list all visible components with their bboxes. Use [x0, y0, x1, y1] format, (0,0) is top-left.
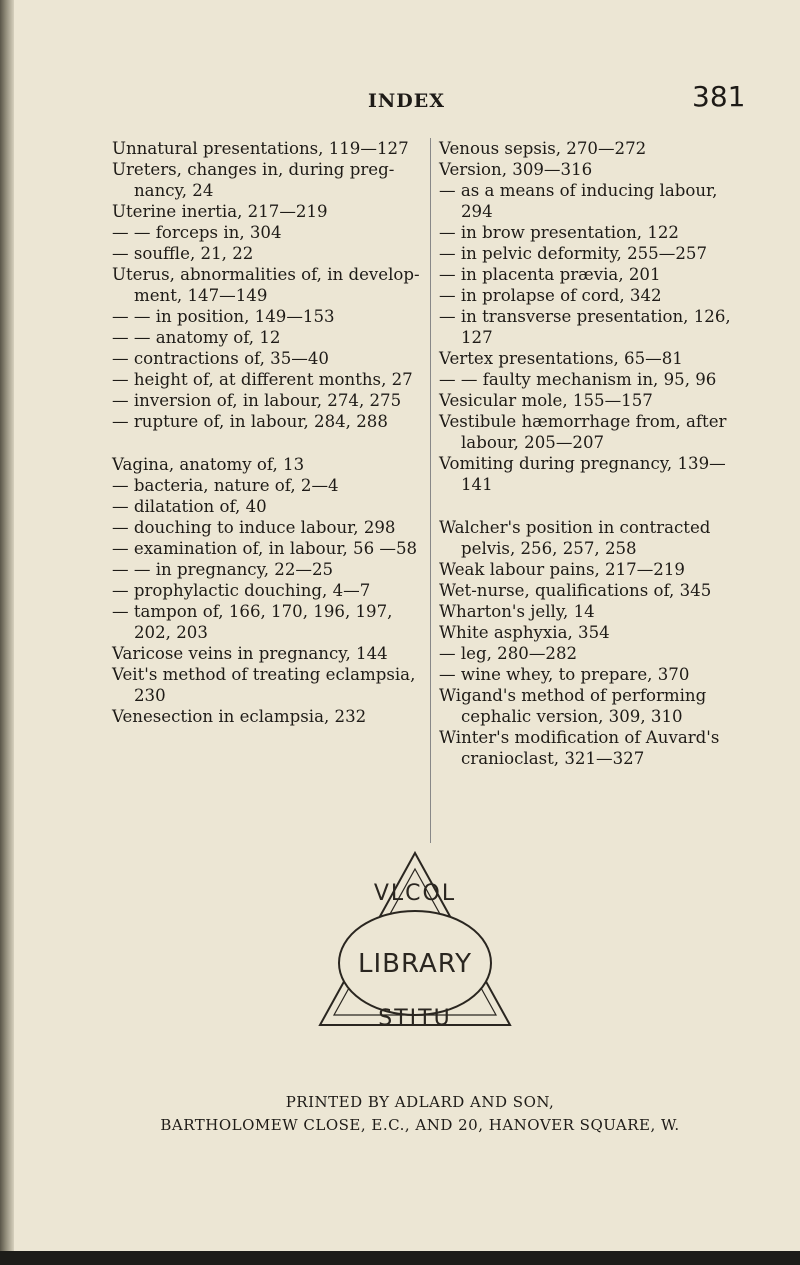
index-entry: Winter's modification of Auvard's cranioclast, 321—327 [439, 728, 720, 768]
seal-bottom-text: STITU [378, 1006, 452, 1031]
index-column-right [430, 138, 739, 843]
index-entry: — height of, at different months, 27 [112, 370, 413, 389]
index-entry: Ureters, changes in, during preg- nancy, 24 [112, 160, 395, 200]
index-entry: Venous sepsis, 270—272 [439, 139, 647, 158]
index-entry: Wigand's method of performing cephalic version, 309, 310 [439, 686, 707, 726]
index-entry: — in brow presentation, 122 [439, 223, 679, 242]
index-entry: Uterine inertia, 217—219 [112, 202, 328, 221]
printer-line-1: PRINTED BY ADLARD AND SON, [285, 1093, 555, 1111]
index-entry: — — anatomy of, 12 [112, 328, 281, 347]
seal-center-text: LIBRARY [357, 949, 473, 979]
index-entry: — inversion of, in labour, 274, 275 [112, 391, 402, 410]
index-entry: Vomiting during pregnancy, 139— 141 [439, 454, 726, 494]
index-entry: — in placenta prævia, 201 [439, 265, 661, 284]
index-entry: — examination of, in labour, 56 —58 [112, 539, 418, 558]
index-entry: — in prolapse of cord, 342 [439, 286, 662, 305]
index-entry: White asphyxia, 354 [439, 623, 610, 642]
index-entry: — souffle, 21, 22 [112, 244, 254, 263]
index-entry: Vagina, anatomy of, 13 [112, 455, 305, 474]
index-entry: — contractions of, 35—40 [112, 349, 329, 368]
index-entry: — bacteria, nature of, 2—4 [112, 476, 339, 495]
seal-top-text: VLCOL [373, 881, 457, 906]
index-entry: — douching to induce labour, 298 [112, 518, 396, 537]
index-column-left [112, 138, 424, 727]
index-entry: Venesection in eclampsia, 232 [112, 707, 367, 726]
index-entry: — tampon of, 166, 170, 196, 197, 202, 203 [112, 602, 393, 642]
index-entry: — prophylactic douching, 4—7 [112, 581, 371, 600]
index-entry: — in transverse presentation, 126, 127 [439, 307, 731, 347]
index-entry: — in pelvic deformity, 255—257 [439, 244, 708, 263]
page-title: INDEX [368, 90, 445, 112]
index-entry: Vestibule hæmorrhage from, after labour, 205—207 [439, 412, 727, 452]
index-entry: — rupture of, in labour, 284, 288 [112, 412, 388, 431]
index-entry: — leg, 280—282 [439, 644, 578, 663]
index-entry: — — faulty mechanism in, 95, 96 [439, 370, 717, 389]
index-entry: Walcher's position in contracted pelvis, 256, 257, 258 [439, 518, 711, 558]
index-entry: — as a means of inducing labour, 294 [439, 181, 718, 221]
printer-line-2: BARTHOLOMEW CLOSE, E.C., AND 20, HANOVER SQUARE, W. [160, 1116, 680, 1134]
section-gap [439, 495, 739, 517]
index-entry: Vesicular mole, 155—157 [439, 391, 653, 410]
section-gap [112, 432, 424, 454]
page-bottom-edge [0, 1251, 800, 1265]
index-entry: Weak labour pains, 217—219 [439, 560, 685, 579]
index-entry: Varicose veins in pregnancy, 144 [112, 644, 388, 663]
index-entry: — wine whey, to prepare, 370 [439, 665, 690, 684]
index-entry: — — forceps in, 304 [112, 223, 282, 242]
index-entry: — — in pregnancy, 22—25 [112, 560, 334, 579]
library-seal [310, 845, 520, 1035]
index-entry: — dilatation of, 40 [112, 497, 267, 516]
index-entry: Wet-nurse, qualifications of, 345 [439, 581, 712, 600]
index-entry: Vertex presentations, 65—81 [439, 349, 683, 368]
book-binding-edge [0, 0, 14, 1265]
index-entry: — — in position, 149—153 [112, 307, 335, 326]
index-entry: Version, 309—316 [439, 160, 593, 179]
index-entry: Wharton's jelly, 14 [439, 602, 595, 621]
index-entry: Uterus, abnormalities of, in develop- ment, 147—149 [112, 265, 420, 305]
index-entry: Unnatural presentations, 119—127 [112, 139, 409, 158]
page-number: 381 [692, 80, 746, 113]
index-entry: Veit's method of treating eclampsia, 230 [112, 665, 416, 705]
